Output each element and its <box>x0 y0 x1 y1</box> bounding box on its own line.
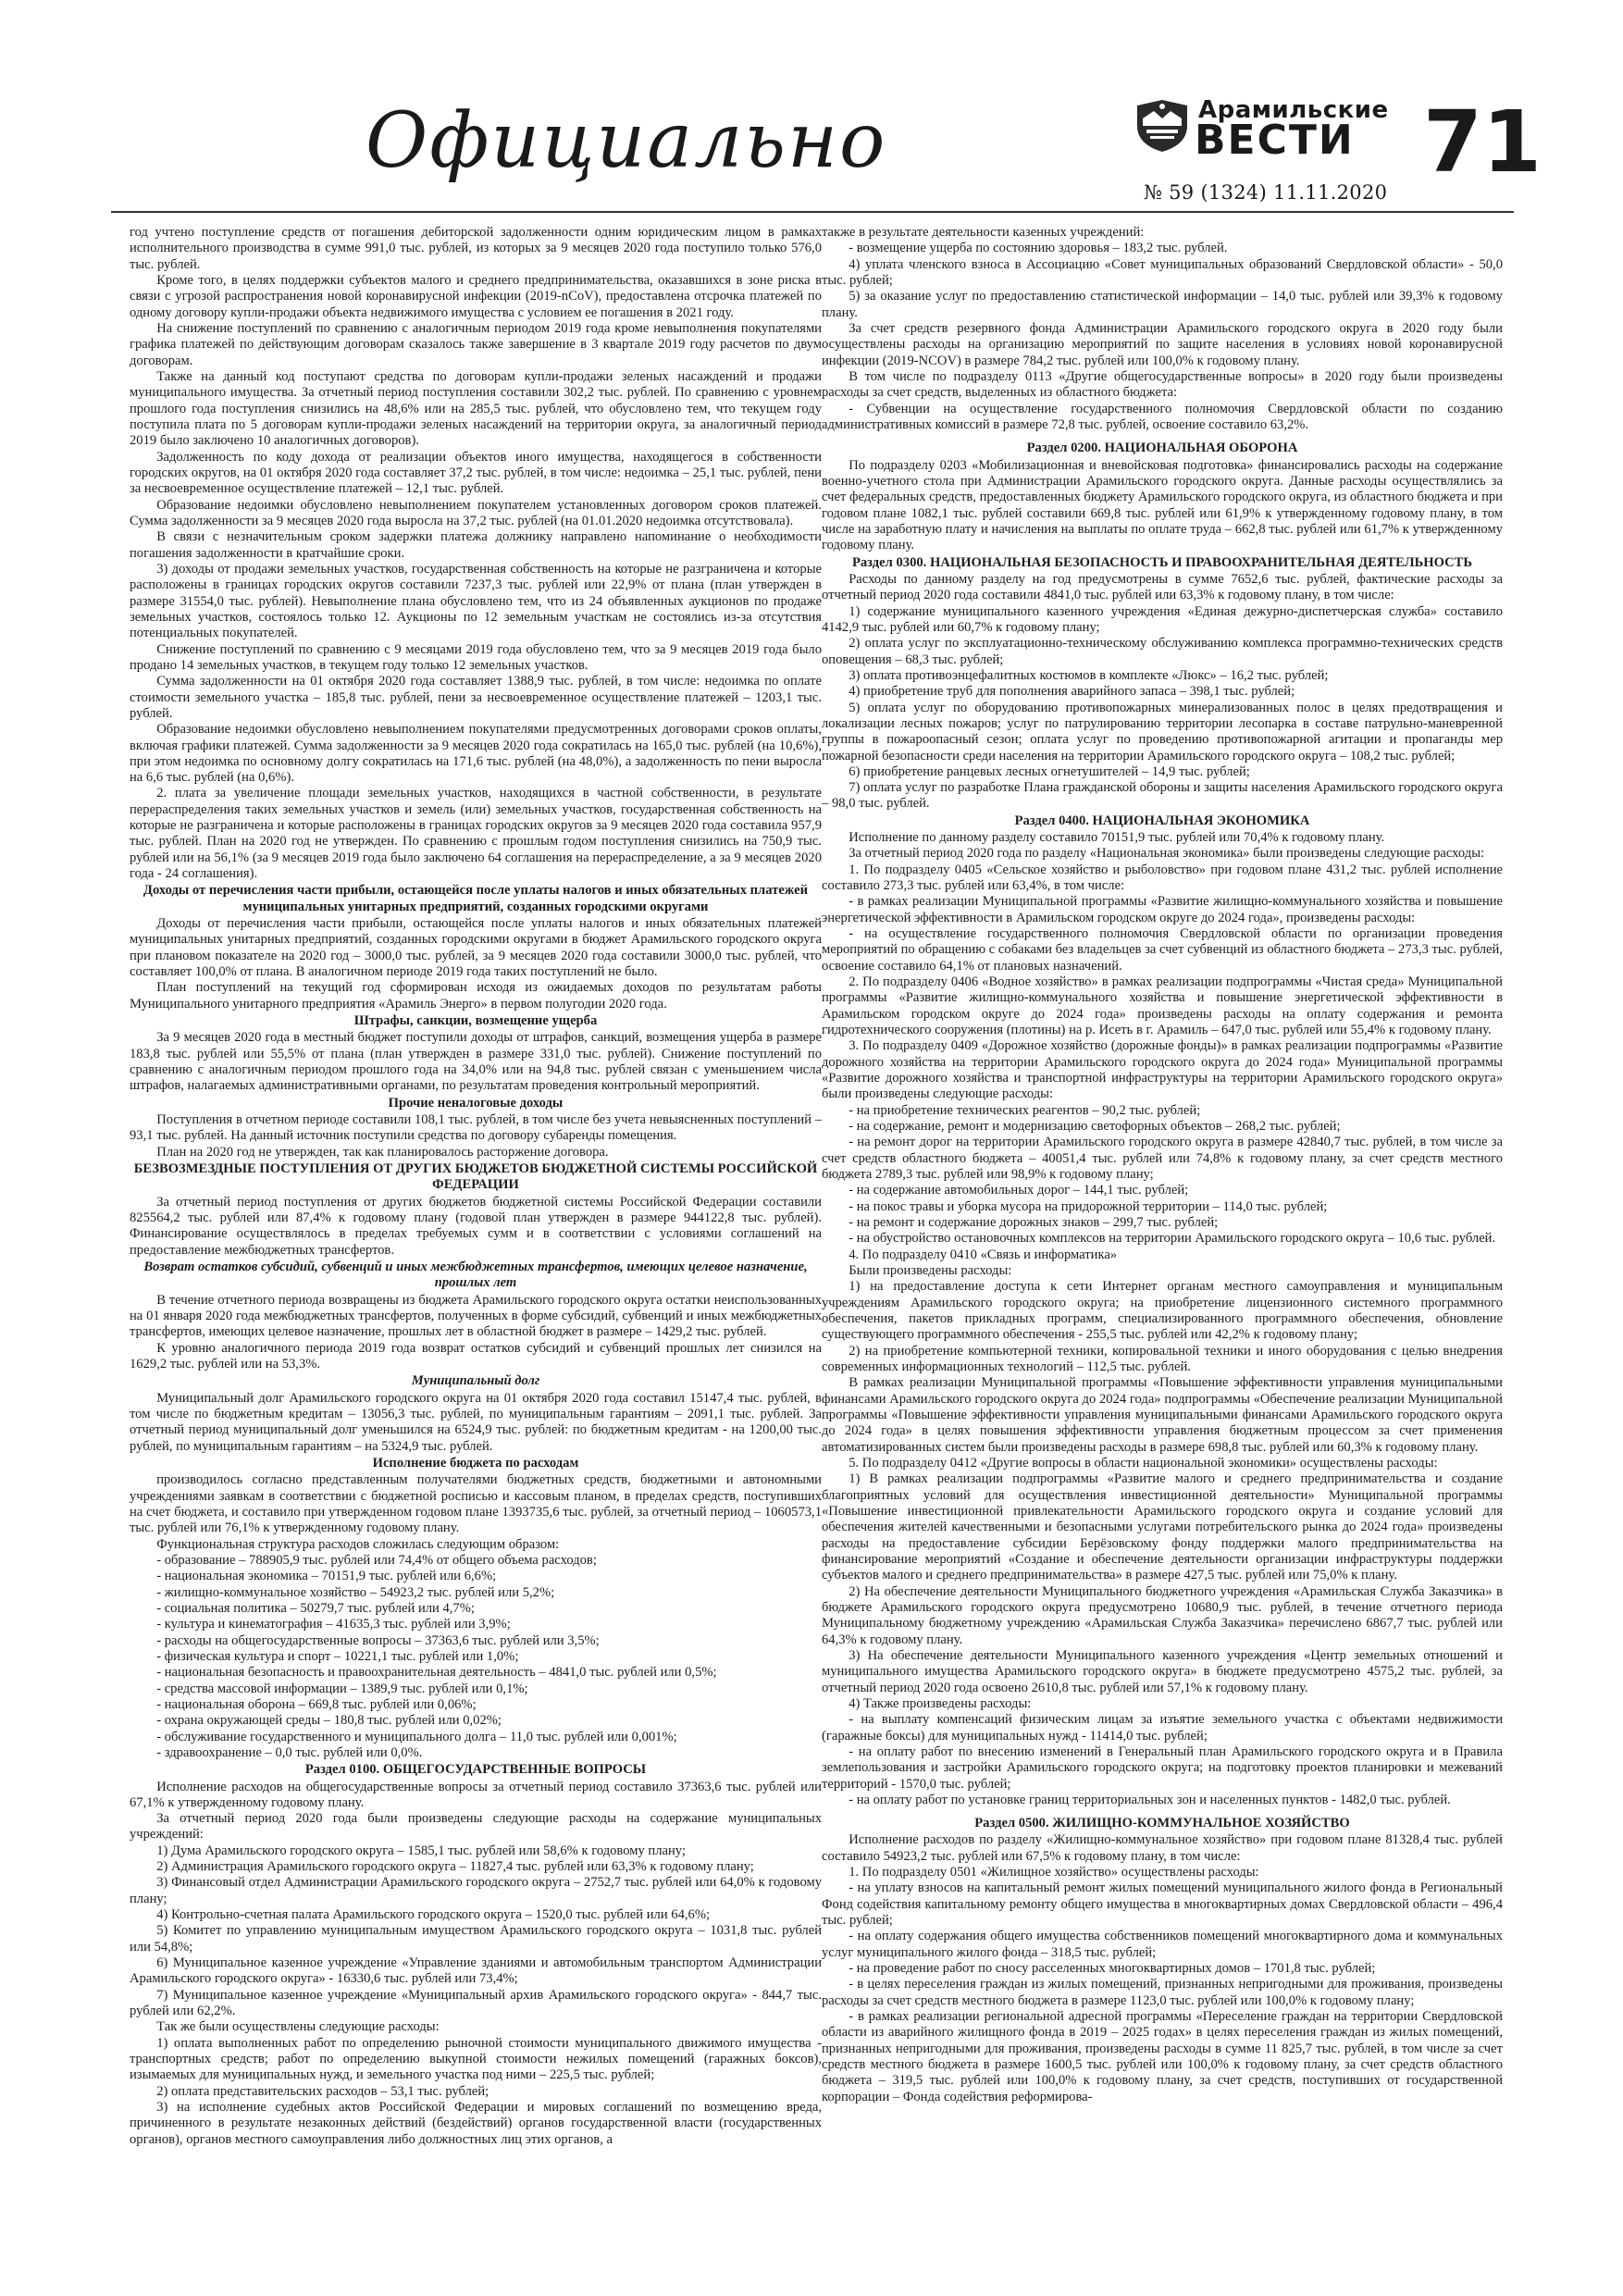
paragraph: 4. По подразделу 0410 «Связь и информатика» <box>849 1247 1118 1262</box>
paragraph: - на приобретение технических реагентов – 90,2 тыс. рублей; <box>849 1102 1201 1118</box>
paragraph: - здравоохранение – 0,0 тыс. рублей или 0,0%. <box>156 1744 423 1760</box>
paragraph: 6) Муниципальное казенное учреждение «Управление зданиями и автомобильным транспортом Администрации Арамильского городского округа» - 16330,6 тыс. рублей или 73,4%; <box>130 1955 822 1987</box>
paragraph: Расходы по данному разделу на год предусмотрены в сумме 7652,6 тыс. рублей, фактические расходы за отчетный период 2020 года составили 4841,0 тыс. рублей или 63,3% к годовому плану, в том числе: <box>822 571 1503 603</box>
paragraph: 2. плата за увеличение площади земельных участков, находящихся в частной собственности, в результате перераспределения таких земельных участков и земель (или) земельных участков, государственная собственность на которые не разграничена и которые расположены в границах городских округов за 9 месяцев 2020 года составила 957,9 тыс. рублей. План на 2020 год не утвержден. По сравнению с прошлым годом поступления снизились на 750,9 тыс. рублей или на 56,1% (за 9 месяцев 2019 года было заключено 64 соглашения на перераспределение, а за 9 месяцев 2020 года - 24 соглашения). <box>130 786 822 882</box>
paragraph: 2) Администрация Арамильского городского округа – 11827,4 тыс. рублей или 63,3% к годовому плану; <box>156 1859 754 1875</box>
paragraph: Кроме того, в целях поддержки субъектов малого и среднего предпринимательства, оказавшихся в зоне риска в связи с угрозой распространения новой коронавирусной инфекции (2019-nCoV), предоставлена отсрочка платежей по одному договору купли-продажи объекта недвижимого имущества с условием ее погашения в 2021 году. <box>130 272 822 320</box>
subsection-heading: Муниципальный долг <box>411 1373 540 1389</box>
paragraph: - на содержание автомобильных дорог – 144,1 тыс. рублей; <box>849 1183 1189 1198</box>
paragraph: На снижение поступлений по сравнению с аналогичным периодом 2019 года кроме невыполнения покупателями графика платежей по действующим договорам сказалось также завершение в 3 квартале 2019 году расчетов по двум договорам. <box>130 320 822 368</box>
paragraph: - социальная политика – 50279,7 тыс. рублей или 4,7%; <box>156 1600 475 1616</box>
paragraph: В том числе по подразделу 0113 «Другие общегосударственные вопросы» в 2020 году были произведены расходы за счет средств, выделенных из областного бюджета: <box>822 368 1503 401</box>
paragraph: 7) Муниципальное казенное учреждение «Муниципальный архив Арамильского городского округа» - 844,7 тыс. рублей или 62,2%. <box>130 1987 822 2019</box>
paragraph: - на ремонт дорог на территории Арамильского городского округа в размере 42840,7 тыс. рублей, в том числе за счет средств областного бюджета – 40051,4 тыс. рублей или 74,8% к годовому плану, за счет средств местного бюджета 2789,3 тыс. рублей или 98,9% к годовому плану; <box>822 1135 1503 1183</box>
left-column <box>130 225 822 2256</box>
paragraph: - на уплату взносов на капитальный ремонт жилых помещений муниципального жилого фонда в Региональный Фонд содействия капитальному ремонту общего имущества в многоквартирных домах Свердловской области – 496,4 тыс. рублей; <box>822 1880 1503 1929</box>
section-rubric: Официально <box>365 97 887 185</box>
paragraph: 1) содержание муниципального казенного учреждения «Единая дежурно-диспетчерская служба» составило 4142,9 тыс. рублей или 60,7% к годовому плану; <box>822 603 1503 635</box>
paragraph: По подразделу 0203 «Мобилизационная и вневойсковая подготовка» финансировались расходы на содержание военно-учетного стола при Администрации Арамильского городского округа. Данные расходы осуществлялись за счет федеральных средств, предоставленных бюджету Арамильского городского округа, из областного бюджета и при годовом плане 1082,1 тыс. рублей составили 669,8 тыс. рублей или 61,9% к утвержденному годовому плану, в том числе на заработную плату и начисления на выплаты по оплате труда – 662,8 тыс. рублей или 61,7% к утвержденному годовому плану. <box>822 457 1503 553</box>
right-column <box>822 225 1503 2256</box>
paragraph: - на покос травы и уборка мусора на придорожной территории – 114,0 тыс. рублей; <box>849 1198 1328 1214</box>
paragraph: 2) оплата представительских расходов – 53,1 тыс. рублей; <box>156 2083 489 2099</box>
paragraph: 1. По подразделу 0405 «Сельское хозяйство и рыболовство» при годовом плане 431,2 тыс. рублей исполнение составило 273,3 тыс. рублей или 63,4%, в том числе: <box>822 862 1503 894</box>
paragraph: За счет средств резервного фонда Администрации Арамильского городского округа в 2020 году были осуществлены расходы на организацию мероприятий по защите населения в условиях новой коронавирусной инфекции (2019-NCOV) в размере 784,2 тыс. рублей или 100,0% к годовому плану. <box>822 320 1503 368</box>
section-heading: Раздел 0500. ЖИЛИЩНО-КОММУНАЛЬНОЕ ХОЗЯЙСТВО <box>974 1816 1350 1831</box>
section-heading: Раздел 0300. НАЦИОНАЛЬНАЯ БЕЗОПАСНОСТЬ И ПРАВООХРАНИТЕЛЬНАЯ ДЕЯТЕЛЬНОСТЬ <box>851 554 1473 570</box>
paragraph: 3. По подразделу 0409 «Дорожное хозяйство (дорожные фонды)» в рамках реализации подпрограммы «Развитие дорожного хозяйства на территории Арамильского городского округа до 2024 года» Муниципальной программы «Развитие дорожного хозяйства и транспортной инфраструктуры на территории Арамильского городского округа» были произведены следующие расходы: <box>822 1038 1503 1102</box>
paragraph: 2) оплата услуг по эксплуатационно-техническому обслуживанию комплекса программно-технических средств оповещения – 68,3 тыс. рублей; <box>822 636 1503 667</box>
section-heading: Прочие неналоговые доходы <box>388 1095 564 1111</box>
paragraph: За отчетный период 2020 года были произведены следующие расходы на содержание муниципальных учреждений: <box>130 1811 822 1843</box>
paragraph: - на ремонт и содержание дорожных знаков – 299,7 тыс. рублей; <box>849 1215 1219 1231</box>
issue-number-date: № 59 (1324) 11.11.2020 <box>1144 181 1388 204</box>
paragraph: За отчетный период поступления от других бюджетов бюджетной системы Российской Федерации составили 825564,2 тыс. рублей или 87,4% к годовому плану (годовой план утвержден в размере 944122,8 тыс. рублей). Финансирование осуществлялось в пределах требуемых сумм и в соответствии с условиями соглашений на предоставление межбюджетных трансфертов. <box>130 1194 822 1258</box>
paragraph: 1. По подразделу 0501 «Жилищное хозяйство» осуществлены расходы: <box>849 1865 1259 1880</box>
paragraph: - возмещение ущерба по состоянию здоровья – 183,2 тыс. рублей. <box>849 241 1228 256</box>
paragraph: 4) уплата членского взноса в Ассоциацию «Совет муниципальных образований Свердловской области» - 50,0 тыс. рублей; <box>822 256 1503 288</box>
paragraph: также в результате деятельности казенных учреждений: <box>822 225 1145 240</box>
paragraph: - в рамках реализации региональной адресной программы «Переселение граждан на территории Свердловской области из аварийного жилищного фонда в 2019 – 2025 годах» в целях переселения граждан из жилых помещений, признанных непригодными для проживания, произведены расходы в сумме 11 825,7 тыс. рублей, в том числе за счет средств местного бюджета в размере 1600,5 тыс. рублей или 100,0% к годовому плану, за счет средств областного бюджета – 319,5 тыс. рублей или 100,0% к годовому плану, за счет средств, поступивших от государственной корпорации – Фонда содействия реформирова- <box>822 2009 1503 2104</box>
paragraph: 2. По подразделу 0406 «Водное хозяйство» в рамках реализации подпрограммы «Чистая среда» Муниципальной программы «Развитие жилищно-коммунального хозяйства и повышение энергетической эффективности в Арамильском городском округе до 2024 года» произведены расходы на оплату содержания и ремонта гидротехнического сооружения (плотины) на р. Исеть в г. Арамиль – 647,0 тыс. рублей или 55,4% к годовому плану. <box>822 974 1503 1038</box>
paragraph: План поступлений на текущий год сформирован исходя из ожидаемых доходов по результатам работы Муниципального унитарного предприятия «Арамиль Энерго» в первом полугодии 2020 года. <box>130 980 822 1011</box>
paragraph: Так же были осуществлены следующие расходы: <box>156 2019 440 2035</box>
paragraph: 1) Дума Арамильского городского округа – 1585,1 тыс. рублей или 58,6% к годовому плану; <box>156 1843 686 1858</box>
paragraph: Сумма задолженности на 01 октября 2020 года составляет 1388,9 тыс. рублей, в том числе: недоимка по оплате стоимости земельного участка – 185,8 тыс. рублей, пени за несвоевременное осуществление платежей – 1203,1 тыс. рублей. <box>130 674 822 721</box>
paragraph: 4) приобретение труб для пополнения аварийного запаса – 398,1 тыс. рублей; <box>849 684 1295 700</box>
paragraph: - на проведение работ по сносу расселенных многоквартирных домов – 1701,8 тыс. рублей; <box>849 1961 1376 1977</box>
paragraph: производилось согласно представленным получателями бюджетных средств, бюджетными и автономными учреждениями заявкам в соответствии с бюджетной росписью и кассовым планом, в пределах средств, поступивших на счет бюджета, и составило при утвержденном годовом плане 1393735,6 тыс. рублей, за отчетный период – 1060573,1 тыс. рублей или 76,1% к утвержденному годовому плану. <box>130 1472 822 1536</box>
paragraph: - на содержание, ремонт и модернизацию светофорных объектов – 268,2 тыс. рублей; <box>849 1119 1341 1135</box>
paragraph: Исполнение расходов на общегосударственные вопросы за отчетный период составило 37363,6 тыс. рублей или 67,1% к утвержденному годовому плану. <box>130 1779 822 1810</box>
paragraph: 6) приобретение ранцевых лесных огнетушителей – 14,9 тыс. рублей; <box>849 763 1250 779</box>
paragraph: - на выплату компенсаций физическим лицам за изъятие земельного участка с объектами недвижимости (гаражные боксы) для муниципальных нужд - 11414,0 тыс. рублей; <box>822 1712 1503 1744</box>
paragraph: - на осуществление государственного полномочия Свердловской области по организации проведения мероприятий по обращению с собаками без владельцев за счет субвенций из областного бюджета – 273,3 тыс. рублей, освоение составило 64,1% от плановых назначений. <box>822 926 1503 974</box>
paragraph: 3) на исполнение судебных актов Российской Федерации и мировых соглашений по возмещению вреда, причиненного в результате незаконных действий (бездействий) органов государственной власти (государственных органов), органов местного самоуправления либо должностных лиц этих органов, а <box>130 2100 822 2147</box>
paragraph: - средства массовой информации – 1389,9 тыс. рублей или 0,1%; <box>156 1681 528 1696</box>
paragraph: - национальная безопасность и правоохранительная деятельность – 4841,0 тыс. рублей или 0,5%; <box>156 1665 717 1681</box>
paragraph: Были произведены расходы: <box>849 1263 1012 1278</box>
paragraph: Образование недоимки обусловлено невыполнением покупателем установленных договором сроков платежей. Сумма задолженности за 9 месяцев 2020 года выросла на 37,2 тыс. рублей (на 01.01.2020 недоимка отсутствовала). <box>130 497 822 528</box>
section-heading: Штрафы, санкции, возмещение ущерба <box>353 1013 598 1029</box>
paragraph: 2) на приобретение компьютерной техники, копировальной техники и иного оборудования с целью внедрения современных информационных технологий – 112,5 тыс. рублей. <box>822 1343 1503 1374</box>
paragraph: - образование – 788905,9 тыс. рублей или 74,4% от общего объема расходов; <box>156 1552 597 1568</box>
paragraph: 5) Комитет по управлению муниципальным имуществом Арамильского городского округа – 1031,8 тыс. рублей или 54,8%; <box>130 1923 822 1955</box>
paragraph: Муниципальный долг Арамильского городского округа на 01 октября 2020 года составил 15147,4 тыс. рублей, в том числе по бюджетным кредитам – 13056,3 тыс. рублей, по муниципальным гарантиям – 2091,1 тыс. рублей. За отчетный период муниципальный долг уменьшился на 6524,9 тыс. рублей: по бюджетным кредитам - на 1200,00 тыс. рублей, по муниципальным гарантиям – на 5324,9 тыс. рублей. <box>130 1390 822 1454</box>
paragraph: - на оплату работ по установке границ территориальных зон и населенных пунктов - 1482,0 тыс. рублей. <box>849 1792 1451 1807</box>
paragraph: 1) В рамках реализации подпрограммы «Развитие малого и среднего предпринимательства и создание благоприятных условий для осуществления инвестиционной деятельности» Муниципальной программы «Повышение инвестиционной привлекательности Арамильского городского округа и создание условий для обеспечения жителей качественными и безопасными услугами потребительского рынка до 2024 года» произведены расходы на предоставление субсидии Берёзовскому фонду поддержки малого предпринимательства на финансирование мероприятий «Создание и обеспечение деятельности организации инфраструктуры поддержки субъектов малого и среднего предпринимательства» в размере 427,5 тыс. рублей или 75,0% к плану. <box>822 1471 1503 1583</box>
paragraph: 5) за оказание услуг по предоставлению статистической информации – 14,0 тыс. рублей или 39,3% к годовому плану. <box>822 289 1503 320</box>
section-heading: Раздел 0400. НАЦИОНАЛЬНАЯ ЭКОНОМИКА <box>1014 813 1310 828</box>
section-heading: БЕЗВОЗМЕЗДНЫЕ ПОСТУПЛЕНИЯ ОТ ДРУГИХ БЮДЖЕТОВ БЮДЖЕТНОЙ СИСТЕМЫ РОССИЙСКОЙ ФЕДЕРАЦИИ <box>133 1161 818 1193</box>
paragraph: 5. По подразделу 0412 «Другие вопросы в области национальной экономики» осуществлены расходы: <box>849 1455 1438 1471</box>
logo-wordmark-small: Арамильские <box>1198 96 1389 124</box>
paragraph: Образование недоимки обусловлено невыполнением покупателями предусмотренных договорами сроков оплаты, включая графики платежей. Сумма задолженности за 9 месяцев 2020 года сократилась на 165,0 тыс. рублей (на 10,6%), при этом недоимка по основному долгу сократилась на 171,6 тыс. рублей (на 48,0%), а задолженность по пени выросла на 6,6 тыс. рублей (на 0,6%). <box>130 722 822 786</box>
page-number: 71 <box>1423 93 1542 192</box>
paragraph: Задолженность по коду дохода от реализации объектов иного имущества, находящегося в собственности городских округов, на 01 октября 2020 года составляет 37,2 тыс. рублей, в том числе: недоимка – 25,1 тыс. рублей, пени за несвоевременное осуществление платежей – 12,1 тыс. рублей. <box>130 449 822 497</box>
paragraph: Исполнение по данному разделу составило 70151,9 тыс. рублей или 70,4% к годовому плану. <box>849 830 1385 846</box>
section-heading: Раздел 0100. ОБЩЕГОСУДАРСТВЕННЫЕ ВОПРОСЫ <box>304 1762 647 1778</box>
paragraph: - на оплату работ по внесению изменений в Генеральный план Арамильского городского округа и в Правила землепользования и застройки Арамильского городского округа; на подготовку проектов планировки и межеваний территорий - 1570,0 тыс. рублей; <box>822 1744 1503 1792</box>
paragraph: Снижение поступлений по сравнению с 9 месяцами 2019 года обусловлено тем, что за 9 месяцев 2019 года было продано 14 земельных участков, в текущем году только 12 земельных участков. <box>130 641 822 673</box>
paragraph: К уровню аналогичного периода 2019 года возврат остатков субсидий и субвенций прошлых лет снизился на 1629,2 тыс. рублей или на 53,3%. <box>130 1340 822 1371</box>
paragraph: 2) На обеспечение деятельности Муниципального бюджетного учреждения «Арамильская Служба Заказчика» в бюджете Арамильского городского округа предусмотрено 10680,9 тыс. рублей, в течение отчетного периода Муниципальному бюджетному учреждению «Арамильская Служба Заказчика» перечислено 6867,7 тыс. рублей или 64,3% к годовому плану. <box>822 1583 1503 1647</box>
paragraph: За 9 месяцев 2020 года в местный бюджет поступили доходы от штрафов, санкций, возмещения ущерба в размере 183,8 тыс. рублей или 55,5% от плана (план утвержден в размере 331,0 тыс. рублей). Снижение поступлений по сравнению с аналогичным периодом прошлого года на 34,0% или на 94,8 тыс. рублей связан с уменьшением числа штрафов, налагаемых административными органами, по результатам проведения контрольный мероприятий. <box>130 1030 822 1094</box>
paragraph: - охрана окружающей среды – 180,8 тыс. рублей или 0,02%; <box>156 1713 502 1729</box>
paragraph: 3) доходы от продажи земельных участков, государственная собственность на которые не разграничена и которые расположены в границах городских округов составили 7237,3 тыс. рублей или 22,9% от плана (план утвержден в размере 31554,0 тыс. рублей). Невыполнение плана обусловлено тем, что из 24 объявленных аукционов по продаже земельных участков, состоялось только 12. Аукционы по 12 земельным участкам не состоялись из-за отсутствия потенциальных покупателей. <box>130 561 822 641</box>
paragraph: В связи с незначительным сроком задержки платежа должнику направлено напоминание о необходимости погашения задолженности в кратчайшие сроки. <box>130 529 822 561</box>
section-heading: Доходы от перечисления части прибыли, остающейся после уплаты налогов и иных обязательных платежей муниципальных унитарных предприятий, созданных городскими округами <box>142 883 809 914</box>
paragraph: - расходы на общегосударственные вопросы – 37363,6 тыс. рублей или 3,5%; <box>156 1632 600 1648</box>
paragraph: - национальная экономика – 70151,9 тыс. рублей или 6,6%; <box>156 1569 497 1584</box>
newspaper-logo <box>1134 72 1411 181</box>
subsection-heading: Возврат остатков субсидий, субвенций и иных межбюджетных трансфертов, имеющих целевое назначение, прошлых лет <box>143 1260 808 1291</box>
header-divider <box>111 211 1514 213</box>
paragraph: - обслуживание государственного и муниципального долга – 11,0 тыс. рублей или 0,001%; <box>156 1729 677 1744</box>
paragraph: - Субвенции на осуществление государственного полномочия Свердловской области по созданию административных комиссий в размере 72,8 тыс. рублей, освоение составило 63,2%. <box>822 401 1503 432</box>
section-heading: Исполнение бюджета по расходам <box>372 1455 579 1471</box>
section-heading: Раздел 0200. НАЦИОНАЛЬНАЯ ОБОРОНА <box>1026 441 1298 456</box>
paragraph: 7) оплата услуг по разработке Плана гражданской обороны и защиты населения Арамильского городского округа – 98,0 тыс. рублей. <box>822 780 1503 812</box>
paragraph: - физическая культура и спорт – 10221,1 тыс. рублей или 1,0%; <box>156 1648 519 1664</box>
paragraph: 4) Контрольно-счетная палата Арамильского городского округа – 1520,0 тыс. рублей или 64,6%; <box>156 1907 711 1923</box>
paragraph: год учтено поступление средств от погашения дебиторской задолженности одним юридическим лицом в рамках исполнительного производства в сумме 991,0 тыс. рублей, из которых за 9 месяцев 2020 года поступило только 576,0 тыс. рублей. <box>130 225 822 272</box>
paragraph: Также на данный код поступают средства по договорам купли-продажи зеленых насаждений и продажи муниципального имущества. За отчетный период поступления составили 302,2 тыс. рублей. По сравнению с уровнем прошлого года поступления снизились на 48,6% или на 285,5 тыс. рублей, что обусловлено тем, что текущем году поступила плата по 5 договорам купли-продажи зеленых насаждений на территории округа, за аналогичный период 2019 было заключено 10 аналогичных договоров). <box>130 368 822 449</box>
paragraph: - в целях переселения граждан из жилых помещений, признанных непригодными для проживания, произведены расходы за счет средств местного бюджета в размере 1123,0 тыс. рублей или 100,0% к годовому плану; <box>822 1977 1503 2008</box>
paragraph: 1) на предоставление доступа к сети Интернет органам местного самоуправления и муниципальным учреждениям Арамильского городского округа; на приобретение лицензионного системного программного обеспечения, пакетов прикладных программ, специализированного программного обеспечения, обновление существующего программного обеспечения - 255,5 тыс. рублей или 42,2% к годовому плану; <box>822 1279 1503 1343</box>
paragraph: Исполнение расходов по разделу «Жилищно-коммунальное хозяйство» при годовом плане 81328,4 тыс. рублей составило 54923,2 тыс. рублей или 67,5% к годовому плану, в том числе: <box>822 1832 1503 1864</box>
paragraph: 3) оплата противоэнцефалитных костюмов в комплекте «Люкс» – 16,2 тыс. рублей; <box>849 667 1329 683</box>
coat-of-arms-icon <box>1134 98 1191 154</box>
paragraph: - на оплату содержания общего имущества собственников помещений многоквартирного дома и коммунальных услуг муниципального жилого фонда – 318,5 тыс. рублей; <box>822 1929 1503 1960</box>
paragraph: - национальная оборона – 669,8 тыс. рублей или 0,06%; <box>156 1696 477 1712</box>
paragraph: За отчетный период 2020 года по разделу «Национальная экономика» были произведены следующие расходы: <box>849 846 1485 862</box>
paragraph: 5) оплата услуг по оборудованию противопожарных минерализованных полос в целях предотвращения и локализации лесных пожаров; услуг по патрулированию территории лесопарка в составе патрульно-маневренной группы в пожароопасный сезон; оплата услуг по проведению противопожарной агитации и пропаганды мер пожарной безопасности среди населения на территории Арамильского городского округа – 108,2 тыс. рублей; <box>822 700 1503 763</box>
paragraph: - жилищно-коммунальное хозяйство – 54923,2 тыс. рублей или 5,2%; <box>156 1584 555 1600</box>
paragraph: - в рамках реализации Муниципальной программы «Развитие жилищно-коммунального хозяйства и повышение энергетической эффективности в Арамильском городском округе до 2024 года», произведены расходы: <box>822 894 1503 925</box>
paragraph: Поступления в отчетном периоде составили 108,1 тыс. рублей, в том числе без учета невыясненных поступлений – 93,1 тыс. рублей. На данный источник поступили средства по договору субаренды помещения. <box>130 1112 822 1144</box>
logo-wordmark-big: ВЕСТИ <box>1195 117 1355 164</box>
paragraph: 3) На обеспечение деятельности Муниципального казенного учреждения «Центр земельных отношений и муниципального имущества Арамильского городского округа» в бюджете предусмотрено 4575,2 тыс. рублей, за отчетный период 2020 года освоено 2610,8 тыс. рублей или 57,1% к годовому плану. <box>822 1647 1503 1695</box>
paragraph: 3) Финансовый отдел Администрации Арамильского городского округа – 2752,7 тыс. рублей или 64,0% к годовому плану; <box>130 1875 822 1906</box>
paragraph: План на 2020 год не утвержден, так как планировалось расторжение договора. <box>156 1144 609 1160</box>
paragraph: - культура и кинематография – 41635,3 тыс. рублей или 3,9%; <box>156 1617 511 1632</box>
paragraph: Функциональная структура расходов сложилась следующим образом: <box>156 1536 560 1552</box>
paragraph: В рамках реализации Муниципальной программы «Повышение эффективности управления муниципальными финансами Арамильского городского округа до 2024 года» подпрограммы «Обеспечение реализации Муниципальной программы «Повышение эффективности управления муниципальными финансами Арамильского городского округа до 2024 года» в целях повышения эффективности управления бюджетным процессом за счет применения автоматизированных систем были произведены расходы в размере 698,8 тыс. рублей или 60,3% к годовому плану. <box>822 1375 1503 1455</box>
paragraph: Доходы от перечисления части прибыли, остающейся после уплаты налогов и иных обязательных платежей муниципальных унитарных предприятий, созданных городскими округами в бюджет Арамильского городского округа при плановом показателе на 2020 год – 3000,0 тыс. рублей, за 9 месяцев 2020 года составили 3000,0 тыс. рублей, что составляет 100,0% от плана. В аналогичном периоде 2019 года таких поступлений не было. <box>130 916 822 980</box>
paragraph: В течение отчетного периода возвращены из бюджета Арамильского городского округа остатки неиспользованных на 01 января 2020 года межбюджетных трансфертов, полученных в форме субсидий, субвенций и иных межбюджетных трансфертов, имеющих целевое назначение, прошлых лет в областной бюджет в размере – 1429,2 тыс. рублей. <box>130 1292 822 1340</box>
paragraph: 1) оплата выполненных работ по определению рыночной стоимости муниципального движимого имущества - транспортных средств; работ по определению выкупной стоимости нежилых помещений (гаражных боксов), изымаемых для муниципальных нужд, и земельного участка под ними – 225,5 тыс. рублей; <box>130 2035 822 2083</box>
paragraph: - на обустройство остановочных комплексов на территории Арамильского городского округа – 10,6 тыс. рублей. <box>849 1231 1496 1247</box>
paragraph: 4) Также произведены расходы: <box>849 1695 1032 1711</box>
